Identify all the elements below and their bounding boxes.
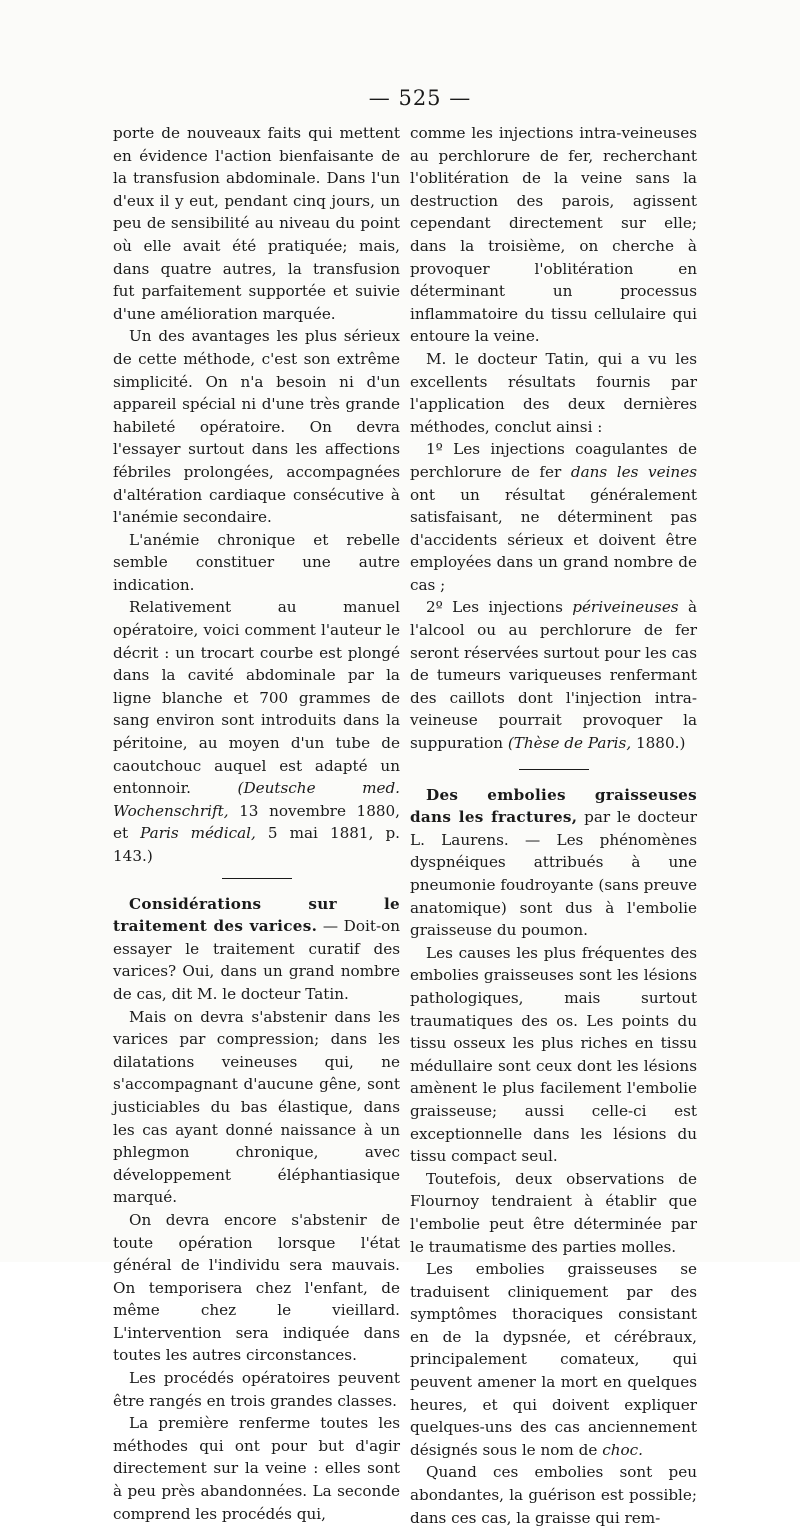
citation-date: 1880.) bbox=[635, 734, 686, 753]
citation-date: 13 novembre 1880, et bbox=[113, 801, 401, 843]
paragraph bbox=[410, 438, 697, 596]
paragraph: On devra encore s'abstenir de toute opération lorsque l'état général de l'individu sera mauvais. On temporisera chez l'enfant, de même chez le vieillard. L'intervention sera indiquée dans toutes les autres circonstances. bbox=[113, 1210, 400, 1365]
left-column bbox=[113, 122, 400, 1525]
paragraph bbox=[410, 596, 697, 754]
paragraph: Toutefois, deux observations de Flournoy tendraient à établir que l'embolie peut être déterminée par le traumatisme des parties molles. bbox=[410, 1169, 697, 1256]
paragraph-text: Relativement au manuel opératoire, voici comment l'auteur le décrit : un trocart courbe est plongé dans la cavité abdominale par la ligne blanche et 700 grammes de sang environ sont introduits dans la péritoine, au moyen d'un tube de caoutchouc auquel est adapté un entonnoir. bbox=[113, 598, 400, 798]
paragraph bbox=[410, 1258, 697, 1461]
emphasis: choc. bbox=[602, 1440, 643, 1459]
paragraph: M. le docteur Tatin, qui a vu les excellents résultats fournis par l'application des deux dernières méthodes, conclut ainsi : bbox=[410, 349, 697, 436]
right-column bbox=[410, 122, 697, 1529]
paragraph: Mais on devra s'abstenir dans les varices par compression; dans les dilatations veineuses qui, ne s'accompagnant d'aucune gêne, sont justiciables du bas élastique, dans les cas ayant donné naissance à un phlegmon chronique, avec développement éléphantiasique marqué. bbox=[113, 1007, 400, 1207]
citation: (Thèse de Paris, bbox=[507, 734, 632, 753]
emphasis: périveineuses bbox=[572, 598, 679, 617]
citation: (Deutsche med. Wochenschrift, bbox=[113, 779, 401, 820]
paragraph: porte de nouveaux faits qui mettent en évidence l'action bienfaisante de la transfusion abdominale. Dans l'un d'eux il y eut, pendant cinq jours, un peu de sensibilité au niveau du point où elle avait été pratiquée; mais, dans quatre autres, la transfusion fut parfaitement supportée et suivie d'une amélioration marquée. bbox=[113, 124, 400, 323]
paragraph-text: à l'alcool ou au perchlorure de fer seront réservées surtout pour les cas de tumeurs variqueuses renfermant des caillots dont l'injection intra-veineuse pourrait provoquer la suppuration bbox=[410, 598, 698, 753]
paragraph bbox=[113, 596, 400, 867]
paragraph: Un des avantages les plus sérieux de cette méthode, c'est son extrême simplicité. On n'a besoin ni d'un appareil spécial ni d'une très grande habileté opératoire. On devra l'essayer surtout dans les affections fébriles prolongées, accompagnées d'altération cardiaque consécutive à l'anémie secondaire. bbox=[113, 327, 400, 527]
paragraph: Les causes les plus fréquentes des embolies graisseuses sont les lésions pathologiques, mais surtout traumatiques des os. Les points du tissu osseux les plus riches en tissu médullaire sont ceux dont les lésions amènent le plus facilement l'embolie graisseuse; aussi celle-ci est exceptionnelle dans les lésions du tissu compact seul. bbox=[410, 943, 697, 1166]
section-divider bbox=[222, 878, 292, 879]
paragraph-text: Les embolies graisseuses se traduisent cliniquement par des symptômes thoraciques consistant en de la dypsnée, et cérébraux, principalement comateux, qui peuvent amener la mort en quelques heures, et qui doivent expliquer quelques-uns des cas anciennement désignés sous le nom de bbox=[410, 1260, 697, 1459]
section-heading-paragraph bbox=[113, 893, 400, 1006]
paragraph-text: par le docteur L. Laurens. — Les phénomènes dyspnéiques attribués à une pneumonie foudroyante (sans preuve anatomique) sont dus à l'embolie graisseuse du poumon. bbox=[410, 808, 698, 940]
paragraph-text: 2º Les injections bbox=[426, 598, 563, 617]
section-heading: Considérations sur le traitement des varices. bbox=[113, 894, 400, 936]
section-divider bbox=[519, 769, 589, 770]
paragraph: L'anémie chronique et rebelle semble constituer une autre indication. bbox=[113, 530, 400, 594]
paragraph: comme les injections intra-veineuses au perchlorure de fer, recherchant l'oblitération de la veine sans la destruction des parois, agissent cependant directement sur elle; dans la troisième, on cherche à provoquer l'oblitération en déterminant un processus inflammatoire du tissu cellulaire qui entoure la veine. bbox=[410, 124, 697, 346]
section-heading: Des embolies graisseuses dans les fractures, bbox=[410, 785, 697, 827]
paragraph: La première renferme toutes les méthodes qui ont pour but d'agir directement sur la veine : elles sont à peu près abandonnées. La seconde comprend les procédés qui, bbox=[113, 1414, 400, 1523]
paragraph-text: 1º Les injections coagulantes de perchlorure de fer bbox=[410, 440, 697, 481]
citation-date: 5 mai 1881, p. 143.) bbox=[113, 824, 400, 865]
section-heading-paragraph bbox=[410, 784, 697, 942]
page-number: — 525 — bbox=[368, 86, 472, 110]
paragraph: Quand ces embolies sont peu abondantes, la guérison est possible; dans ces cas, la graisse qui rem- bbox=[410, 1463, 697, 1527]
paragraph: Les procédés opératoires peuvent être rangés en trois grandes classes. bbox=[113, 1369, 400, 1410]
paragraph-text: ont un résultat généralement satisfaisant, ne déterminent pas d'accidents sérieux et doivent être employées dans un grand nombre de cas ; bbox=[410, 485, 697, 594]
emphasis: dans les veines bbox=[570, 462, 697, 481]
paragraph-text: — Doit-on essayer le traitement curatif des varices? Oui, dans un grand nombre de cas, dit M. le docteur Tatin. bbox=[113, 917, 401, 1003]
citation: Paris médical, bbox=[140, 824, 256, 843]
